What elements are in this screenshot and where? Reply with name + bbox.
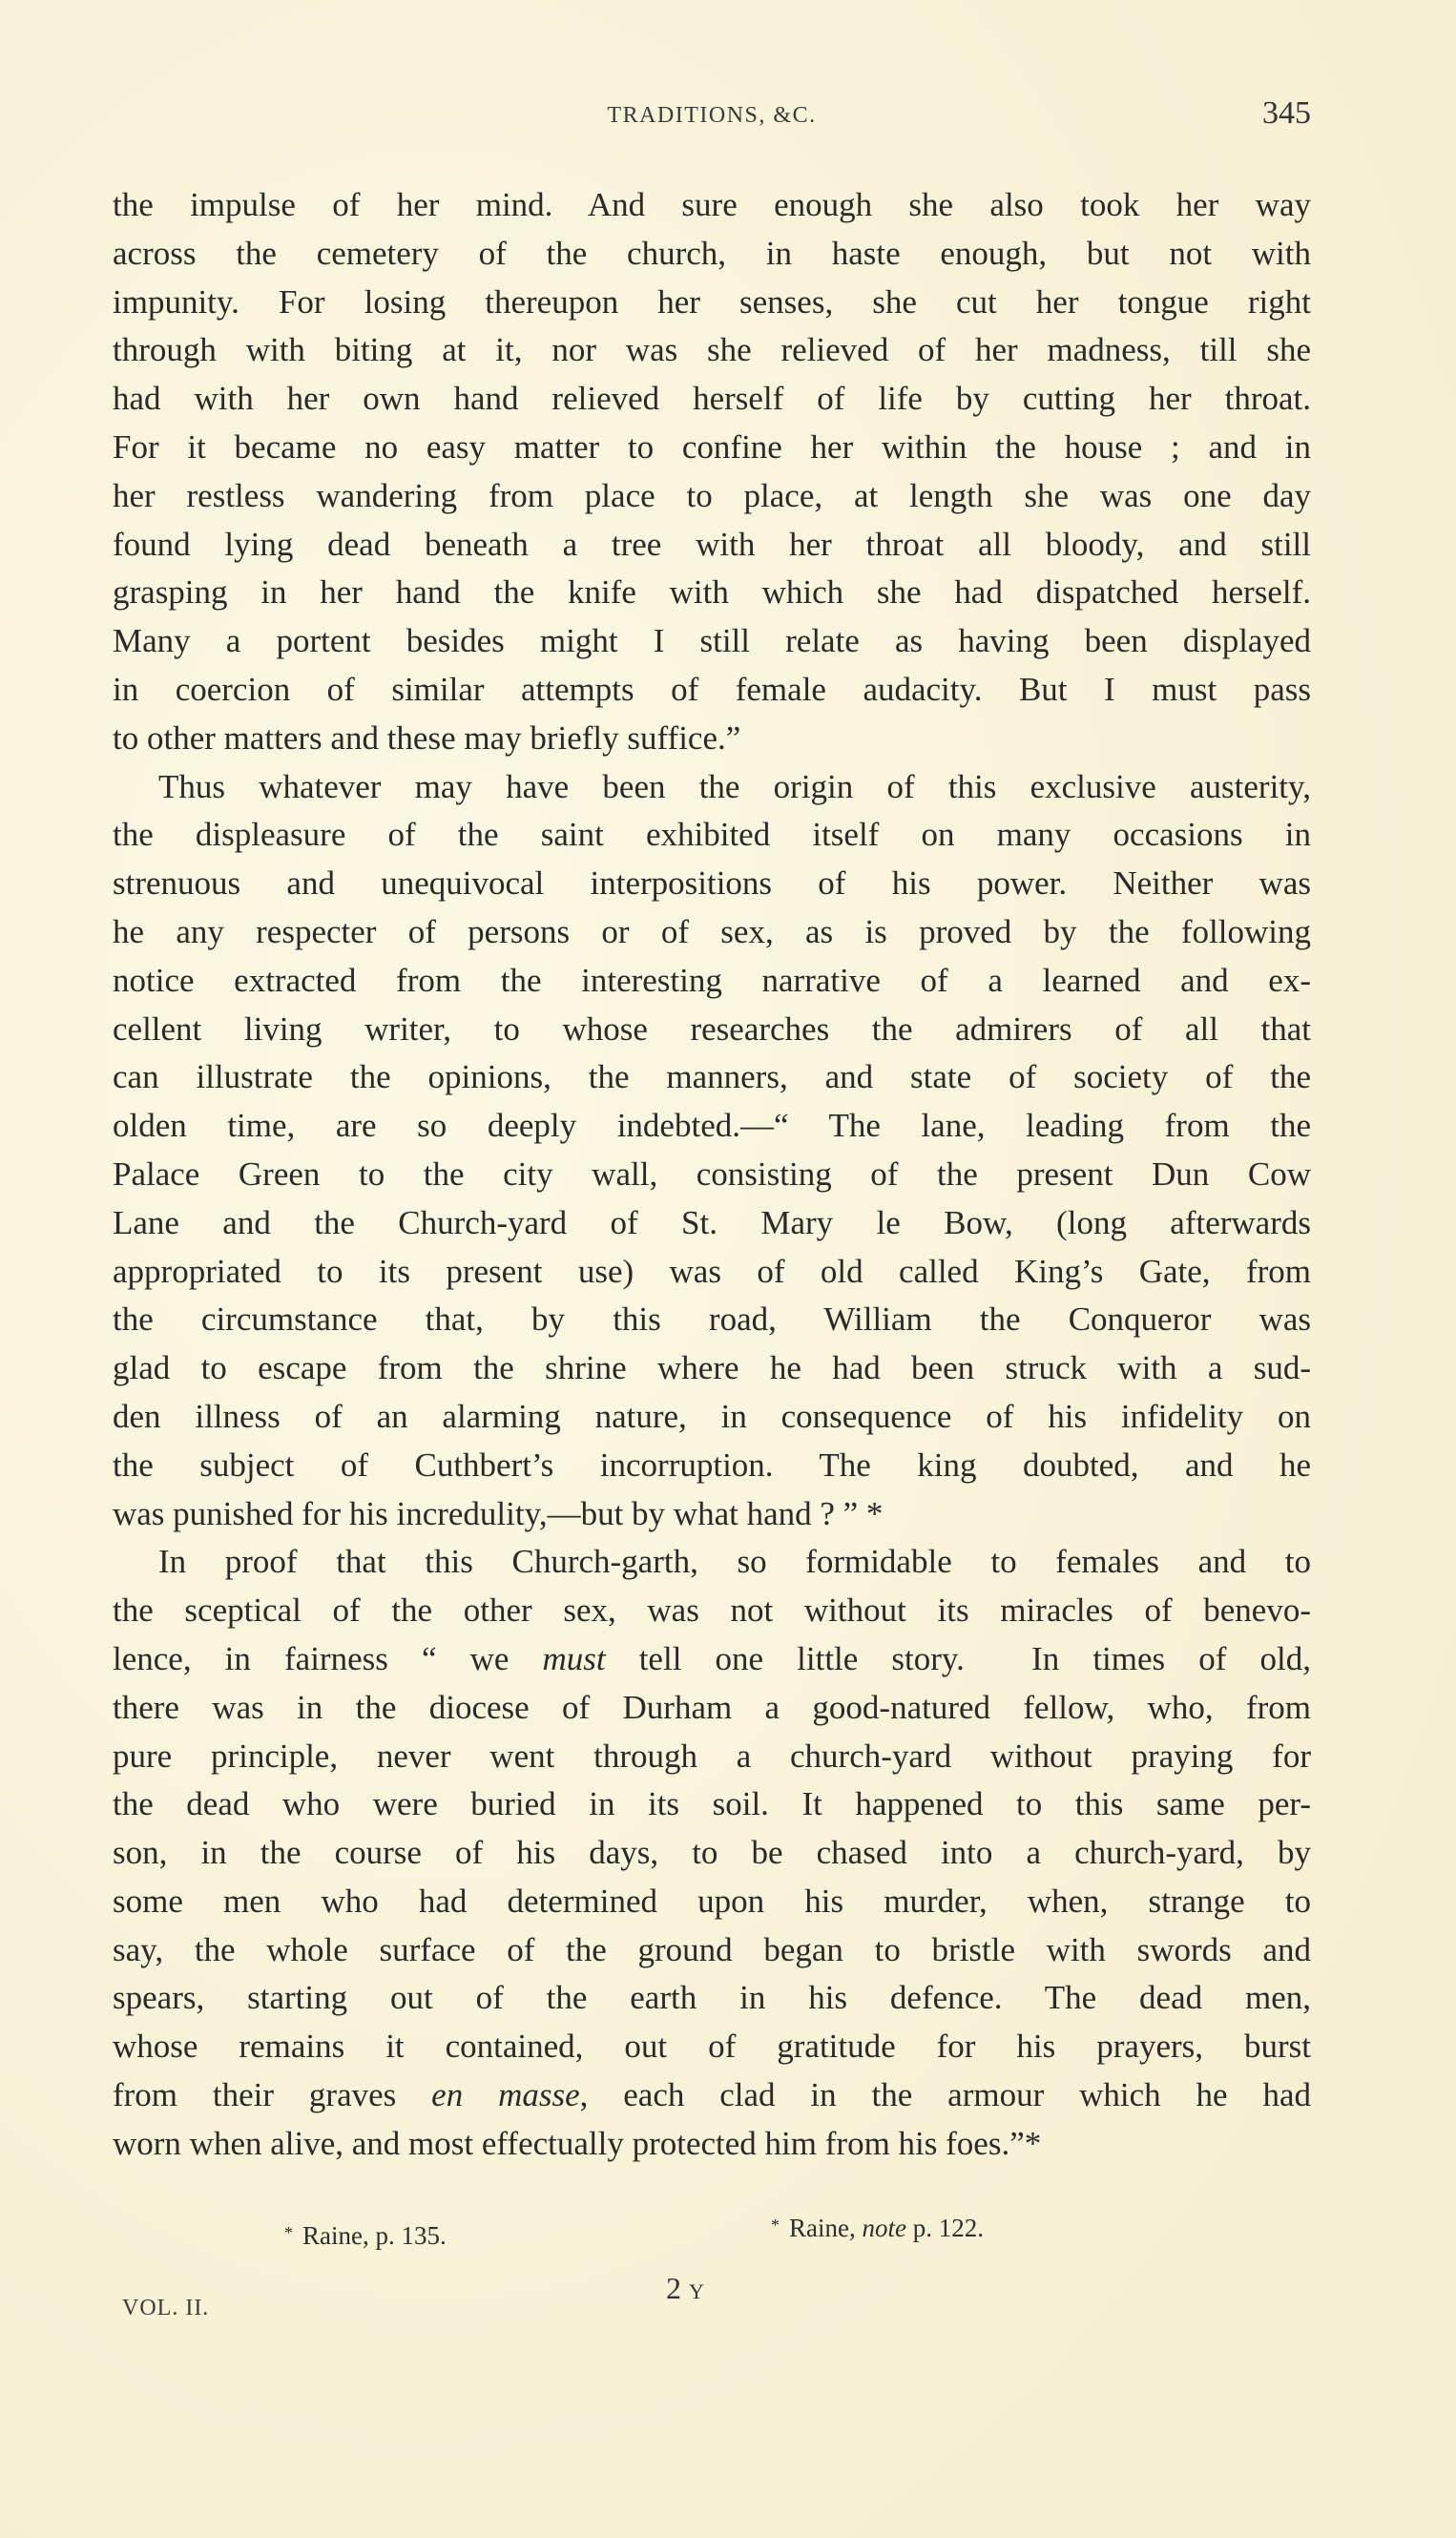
footnote-text: Raine, p. 135.	[302, 2221, 447, 2250]
footnotes	[113, 2214, 1311, 2269]
text-line: impunity. For losing thereupon her senses, she cut her tongue right	[113, 282, 1311, 321]
text-line: through with biting at it, nor was she relieved of her madness, till she	[113, 331, 1311, 369]
text-line: Many a portent besides might I still relate as having been displayed	[113, 622, 1311, 660]
text-line: Palace Green to the city wall, consisting of the present Dun Cow	[113, 1155, 1311, 1193]
text-line: worn when alive, and most effectually protected him from his foes.”*	[113, 2124, 1042, 2162]
footnote-right	[771, 2214, 984, 2243]
text-line: spears, starting out of the earth in his defence. The dead men,	[113, 1979, 1311, 2017]
italic-text: en masse	[431, 2076, 580, 2114]
text-line: pure principle, never went through a church-yard without praying for	[113, 1737, 1311, 1775]
text-line: glad to escape from the shrine where he had been struck with a sud-	[113, 1349, 1311, 1387]
text-line: In proof that this Church-garth, so formidable to females and to	[158, 1543, 1311, 1581]
running-head: TRADITIONS, &C.	[607, 103, 817, 128]
text-segment: , each clad in the armour which he had	[579, 2076, 1311, 2114]
signature-mark	[666, 2271, 704, 2306]
footnote-mark: *	[284, 2223, 293, 2242]
volume-label: VOL. II.	[122, 2296, 210, 2320]
text-line: den illness of an alarming nature, in consequence of his infidelity on	[113, 1397, 1311, 1435]
text-line: the circumstance that, by this road, William the Conqueror was	[113, 1300, 1311, 1339]
text-line: whose remains it contained, out of gratitude for his prayers, burst	[113, 2028, 1311, 2066]
text-line: had with her own hand relieved herself of life by cutting her throat.	[113, 380, 1311, 418]
text-line: grasping in her hand the knife with which she had dispatched herself.	[113, 573, 1311, 612]
footnote-text-italic: note	[862, 2214, 906, 2242]
footnote-mark: *	[771, 2216, 780, 2235]
text-line: the sceptical of the other sex, was not without its miracles of benevo-	[113, 1591, 1311, 1630]
text-line: in coercion of similar attempts of female audacity. But I must pass	[113, 670, 1311, 708]
text-line: the impulse of her mind. And sure enough she also took her way	[113, 186, 1311, 223]
footnote-text-post: p. 122.	[905, 2214, 984, 2242]
text-line: Lane and the Church-yard of St. Mary le Bow, (long afterwards	[113, 1203, 1311, 1241]
signature-number: 2	[666, 2271, 681, 2305]
text-line: the subject of Cuthbert’s incorruption. The king doubted, and he	[113, 1446, 1311, 1484]
text-line: notice extracted from the interesting narrative of a learned and ex-	[113, 961, 1311, 999]
text-line: was punished for his incredulity,—but by what hand ? ” *	[113, 1494, 884, 1532]
text-line: there was in the diocese of Durham a good-natured fellow, who, from	[113, 1688, 1311, 1726]
signature-letter: Y	[689, 2279, 704, 2303]
text-line: across the cemetery of the church, in haste enough, but not with	[113, 234, 1311, 272]
page-number: 345	[1262, 95, 1311, 131]
text-line: can illustrate the opinions, the manners, and state of society of the	[113, 1058, 1311, 1096]
text-line: cellent living writer, to whose researches the admirers of all that	[113, 1009, 1311, 1048]
text-line: son, in the course of his days, to be chased into a church-yard, by	[113, 1834, 1311, 1872]
text-line: say, the whole surface of the ground began to bristle with swords and	[113, 1930, 1311, 1968]
text-line: appropriated to its present use) was of old called King’s Gate, from	[113, 1252, 1311, 1290]
page-footer	[113, 2271, 1311, 2328]
text-line: the dead who were buried in its soil. It happened to this same per-	[113, 1785, 1311, 1823]
body-text	[113, 181, 1311, 2169]
footnote-left	[284, 2221, 447, 2251]
text-segment: tell one little story. In times of old,	[605, 1639, 1311, 1677]
text-segment: from their graves	[113, 2076, 432, 2114]
text-line: For it became no easy matter to confine her within the house ; and in	[113, 427, 1311, 466]
text-line	[113, 1635, 1311, 1684]
text-line: strenuous and unequivocal interpositions of his power. Neither was	[113, 864, 1311, 903]
text-line: to other matters and these may briefly suffice.”	[113, 718, 741, 757]
text-line: he any respecter of persons or of sex, as is proved by the following	[113, 912, 1311, 950]
text-line: some men who had determined upon his murder, when, strange to	[113, 1882, 1311, 1920]
footnote-text-pre: Raine,	[789, 2214, 863, 2242]
text-line: Thus whatever may have been the origin of this exclusive austerity,	[158, 767, 1311, 805]
text-line: the displeasure of the saint exhibited itself on many occasions in	[113, 816, 1311, 854]
text-line	[113, 2071, 1311, 2120]
text-line: olden time, are so deeply indebted.—“ The lane, leading from the	[113, 1107, 1311, 1145]
page-header	[113, 94, 1311, 141]
italic-text: must	[542, 1639, 606, 1677]
text-segment: lence, in fairness “ we	[113, 1639, 543, 1677]
text-line: her restless wandering from place to place, at length she was one day	[113, 476, 1311, 514]
text-line: found lying dead beneath a tree with her throat all bloody, and still	[113, 525, 1311, 563]
